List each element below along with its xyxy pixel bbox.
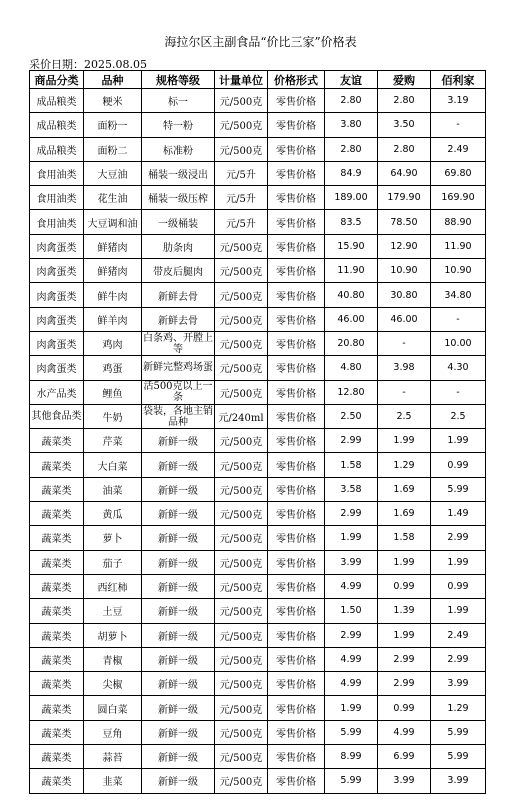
cell-category: 蔬菜类 [30, 477, 84, 501]
cell-youyi: 1.50 [325, 599, 378, 623]
cell-category: 成品粮类 [30, 113, 84, 137]
cell-grade: 标一 [142, 89, 215, 113]
cell-price-type: 零售价格 [268, 404, 325, 428]
cell-aigou: 1.69 [378, 502, 431, 526]
cell-grade: 新鲜一级 [142, 769, 215, 793]
cell-aigou: - [378, 331, 431, 355]
cell-bailijia: 0.99 [431, 574, 486, 598]
cell-price-type: 零售价格 [268, 769, 325, 793]
cell-unit: 元/500克 [215, 526, 268, 550]
header-grade: 规格等级 [142, 71, 215, 89]
cell-bailijia: 3.19 [431, 89, 486, 113]
table-row [30, 453, 486, 477]
cell-unit: 元/500克 [215, 356, 268, 380]
cell-youyi: 8.99 [325, 745, 378, 769]
price-date: 采价日期：2025.08.05 [29, 58, 147, 71]
cell-category: 蔬菜类 [30, 769, 84, 793]
cell-youyi: 12.80 [325, 380, 378, 404]
cell-variety: 豆角 [84, 720, 142, 744]
cell-aigou: 12.90 [378, 234, 431, 258]
cell-grade: 新鲜一级 [142, 623, 215, 647]
cell-bailijia: 2.49 [431, 623, 486, 647]
cell-variety: 尖椒 [84, 672, 142, 696]
cell-aigou: 64.90 [378, 161, 431, 185]
cell-aigou: 6.99 [378, 745, 431, 769]
table-row [30, 210, 486, 234]
cell-aigou: 1.39 [378, 599, 431, 623]
cell-grade: 新鲜一级 [142, 526, 215, 550]
cell-unit: 元/500克 [215, 720, 268, 744]
cell-variety: 花生油 [84, 186, 142, 210]
table-row [30, 234, 486, 258]
cell-unit: 元/500克 [215, 696, 268, 720]
cell-price-type: 零售价格 [268, 113, 325, 137]
table-row [30, 769, 486, 793]
cell-category: 蔬菜类 [30, 696, 84, 720]
cell-grade: 新鲜一级 [142, 745, 215, 769]
cell-price-type: 零售价格 [268, 526, 325, 550]
cell-youyi: 2.99 [325, 502, 378, 526]
cell-bailijia: 2.99 [431, 526, 486, 550]
cell-unit: 元/500克 [215, 769, 268, 793]
table-row [30, 672, 486, 696]
cell-youyi: 1.99 [325, 526, 378, 550]
table-row [30, 137, 486, 161]
cell-price-type: 零售价格 [268, 186, 325, 210]
cell-bailijia: 169.90 [431, 186, 486, 210]
table-row [30, 647, 486, 671]
cell-grade: 新鲜一级 [142, 647, 215, 671]
cell-category: 食用油类 [30, 186, 84, 210]
cell-category: 蔬菜类 [30, 550, 84, 574]
cell-unit: 元/5升 [215, 186, 268, 210]
cell-bailijia: 11.90 [431, 234, 486, 258]
cell-variety: 胡萝卜 [84, 623, 142, 647]
cell-bailijia: 1.99 [431, 550, 486, 574]
cell-price-type: 零售价格 [268, 696, 325, 720]
cell-aigou: 0.99 [378, 574, 431, 598]
cell-grade: 肋条肉 [142, 234, 215, 258]
cell-unit: 元/5升 [215, 210, 268, 234]
cell-youyi: 20.80 [325, 331, 378, 355]
cell-price-type: 零售价格 [268, 356, 325, 380]
cell-variety: 面粉一 [84, 113, 142, 137]
cell-bailijia: 0.99 [431, 453, 486, 477]
cell-grade: 新鲜去骨 [142, 307, 215, 331]
cell-category: 肉禽蛋类 [30, 283, 84, 307]
table-row [30, 186, 486, 210]
cell-price-type: 零售价格 [268, 453, 325, 477]
cell-variety: 大白菜 [84, 453, 142, 477]
cell-price-type: 零售价格 [268, 161, 325, 185]
cell-category: 蔬菜类 [30, 672, 84, 696]
cell-variety: 鲜牛肉 [84, 283, 142, 307]
cell-bailijia: 10.90 [431, 259, 486, 283]
cell-bailijia: 88.90 [431, 210, 486, 234]
cell-bailijia: 1.99 [431, 429, 486, 453]
cell-youyi: 4.99 [325, 574, 378, 598]
cell-aigou: 4.99 [378, 720, 431, 744]
cell-youyi: 2.50 [325, 404, 378, 428]
cell-price-type: 零售价格 [268, 672, 325, 696]
cell-price-type: 零售价格 [268, 477, 325, 501]
cell-variety: 面粉二 [84, 137, 142, 161]
cell-grade: 袋装，各地主销品种 [143, 405, 213, 428]
cell-variety: 西红柿 [84, 574, 142, 598]
cell-unit: 元/500克 [215, 137, 268, 161]
cell-price-type: 零售价格 [268, 210, 325, 234]
cell-category: 蔬菜类 [30, 574, 84, 598]
cell-grade: 白条鸡、开膛上等 [143, 332, 213, 355]
cell-price-type: 零售价格 [268, 550, 325, 574]
cell-variety: 鲤鱼 [84, 380, 142, 404]
cell-youyi: 1.99 [325, 696, 378, 720]
cell-grade: 特一粉 [142, 113, 215, 137]
cell-grade: 新鲜一级 [142, 574, 215, 598]
cell-bailijia: 2.5 [431, 404, 486, 428]
cell-bailijia: 69.80 [431, 161, 486, 185]
table-row [30, 356, 486, 380]
cell-bailijia: - [431, 113, 486, 137]
table-row [30, 429, 486, 453]
cell-price-type: 零售价格 [268, 89, 325, 113]
cell-grade: 新鲜一级 [142, 477, 215, 501]
cell-variety: 茄子 [84, 550, 142, 574]
cell-variety: 黄瓜 [84, 502, 142, 526]
cell-category: 食用油类 [30, 161, 84, 185]
cell-youyi: 15.90 [325, 234, 378, 258]
cell-youyi: 2.80 [325, 137, 378, 161]
cell-grade: 新鲜一级 [142, 502, 215, 526]
cell-aigou: 3.98 [378, 356, 431, 380]
cell-unit: 元/500克 [215, 623, 268, 647]
cell-unit: 元/500克 [215, 259, 268, 283]
cell-category: 肉禽蛋类 [30, 356, 84, 380]
cell-category: 蔬菜类 [30, 502, 84, 526]
header-store-youyi: 友谊 [325, 71, 378, 89]
cell-grade: 标准粉 [142, 137, 215, 161]
cell-price-type: 零售价格 [268, 331, 325, 355]
table-row [30, 259, 486, 283]
cell-variety: 萝卜 [84, 526, 142, 550]
cell-youyi: 189.00 [325, 186, 378, 210]
cell-category: 蔬菜类 [30, 623, 84, 647]
cell-aigou: 1.99 [378, 550, 431, 574]
cell-price-type: 零售价格 [268, 623, 325, 647]
cell-category: 蔬菜类 [30, 526, 84, 550]
cell-aigou: 3.99 [378, 769, 431, 793]
cell-youyi: 4.99 [325, 647, 378, 671]
cell-price-type: 零售价格 [268, 720, 325, 744]
cell-grade: 新鲜一级 [142, 672, 215, 696]
cell-aigou: 0.99 [378, 696, 431, 720]
cell-aigou: 2.80 [378, 137, 431, 161]
table-row [30, 623, 486, 647]
header-store-aigou: 爱购 [378, 71, 431, 89]
cell-variety: 韭菜 [84, 769, 142, 793]
cell-variety: 鲜猪肉 [84, 259, 142, 283]
cell-unit: 元/240ml [215, 404, 268, 428]
cell-bailijia: 1.49 [431, 502, 486, 526]
cell-aigou: 2.99 [378, 647, 431, 671]
table-row [30, 161, 486, 185]
table-row [30, 599, 486, 623]
table-row [30, 331, 486, 355]
table-body [30, 89, 486, 794]
cell-unit: 元/500克 [215, 113, 268, 137]
table-row [30, 404, 486, 428]
cell-unit: 元/500克 [215, 380, 268, 404]
table-row [30, 526, 486, 550]
cell-aigou: 1.99 [378, 429, 431, 453]
cell-unit: 元/500克 [215, 429, 268, 453]
cell-category: 蔬菜类 [30, 720, 84, 744]
cell-aigou: 2.5 [378, 404, 431, 428]
table-row [30, 502, 486, 526]
cell-category: 蔬菜类 [30, 453, 84, 477]
cell-price-type: 零售价格 [268, 380, 325, 404]
cell-category: 成品粮类 [30, 137, 84, 161]
price-table [29, 70, 486, 794]
cell-variety: 大豆调和油 [84, 210, 142, 234]
cell-unit: 元/500克 [215, 672, 268, 696]
cell-unit: 元/500克 [215, 745, 268, 769]
cell-grade: 新鲜一级 [142, 696, 215, 720]
cell-bailijia: 1.99 [431, 599, 486, 623]
cell-grade: 新鲜一级 [142, 599, 215, 623]
cell-category: 肉禽蛋类 [30, 331, 84, 355]
table-row [30, 380, 486, 404]
cell-youyi: 1.58 [325, 453, 378, 477]
cell-aigou: 2.80 [378, 89, 431, 113]
cell-aigou: 2.99 [378, 672, 431, 696]
cell-grade: 桶装一级压榨 [142, 186, 215, 210]
cell-youyi: 84.9 [325, 161, 378, 185]
cell-unit: 元/500克 [215, 550, 268, 574]
cell-bailijia: 3.99 [431, 672, 486, 696]
cell-bailijia: - [431, 307, 486, 331]
cell-category: 水产品类 [30, 380, 84, 404]
cell-bailijia: 4.30 [431, 356, 486, 380]
cell-aigou: - [378, 380, 431, 404]
table-row [30, 696, 486, 720]
cell-aigou: 78.50 [378, 210, 431, 234]
cell-category: 成品粮类 [30, 89, 84, 113]
cell-youyi: 5.99 [325, 769, 378, 793]
cell-youyi: 83.5 [325, 210, 378, 234]
cell-youyi: 2.99 [325, 623, 378, 647]
cell-category: 蔬菜类 [30, 745, 84, 769]
cell-grade: 新鲜一级 [142, 453, 215, 477]
cell-variety: 鲜猪肉 [84, 234, 142, 258]
cell-price-type: 零售价格 [268, 283, 325, 307]
cell-bailijia: - [431, 380, 486, 404]
cell-aigou: 1.29 [378, 453, 431, 477]
cell-youyi: 2.80 [325, 89, 378, 113]
cell-bailijia: 2.49 [431, 137, 486, 161]
cell-youyi: 4.80 [325, 356, 378, 380]
page-title: 海拉尔区主副食品“价比三家”价格表 [164, 35, 357, 49]
cell-variety: 土豆 [84, 599, 142, 623]
cell-bailijia: 5.99 [431, 477, 486, 501]
cell-unit: 元/500克 [215, 574, 268, 598]
cell-grade: 新鲜一级 [142, 550, 215, 574]
table-row [30, 113, 486, 137]
cell-grade: 新鲜一级 [142, 429, 215, 453]
cell-price-type: 零售价格 [268, 429, 325, 453]
cell-youyi: 2.99 [325, 429, 378, 453]
cell-grade: 带皮后腿肉 [142, 259, 215, 283]
cell-price-type: 零售价格 [268, 234, 325, 258]
cell-bailijia: 34.80 [431, 283, 486, 307]
cell-unit: 元/500克 [215, 307, 268, 331]
header-price-type: 价格形式 [268, 71, 325, 89]
cell-category: 蔬菜类 [30, 647, 84, 671]
cell-youyi: 4.99 [325, 672, 378, 696]
cell-aigou: 30.80 [378, 283, 431, 307]
cell-unit: 元/5升 [215, 161, 268, 185]
cell-grade: 新鲜去骨 [142, 283, 215, 307]
cell-bailijia: 10.00 [431, 331, 486, 355]
cell-category: 肉禽蛋类 [30, 307, 84, 331]
cell-category: 肉禽蛋类 [30, 234, 84, 258]
cell-price-type: 零售价格 [268, 307, 325, 331]
cell-price-type: 零售价格 [268, 599, 325, 623]
cell-bailijia: 5.99 [431, 745, 486, 769]
cell-unit: 元/500克 [215, 331, 268, 355]
table-row [30, 283, 486, 307]
cell-unit: 元/500克 [215, 453, 268, 477]
cell-unit: 元/500克 [215, 477, 268, 501]
cell-price-type: 零售价格 [268, 745, 325, 769]
cell-aigou: 1.58 [378, 526, 431, 550]
table-row [30, 745, 486, 769]
cell-youyi: 11.90 [325, 259, 378, 283]
cell-youyi: 5.99 [325, 720, 378, 744]
header-variety: 品种 [84, 71, 142, 89]
cell-price-type: 零售价格 [268, 647, 325, 671]
cell-unit: 元/500克 [215, 599, 268, 623]
table-row [30, 89, 486, 113]
header-store-bailijia: 佰利家 [431, 71, 486, 89]
cell-unit: 元/500克 [215, 234, 268, 258]
cell-unit: 元/500克 [215, 502, 268, 526]
cell-variety: 牛奶 [84, 404, 142, 428]
cell-price-type: 零售价格 [268, 574, 325, 598]
cell-bailijia: 2.99 [431, 647, 486, 671]
cell-price-type: 零售价格 [268, 137, 325, 161]
table-header-row [30, 71, 486, 89]
cell-youyi: 3.80 [325, 113, 378, 137]
table-row [30, 307, 486, 331]
cell-variety: 圆白菜 [84, 696, 142, 720]
cell-youyi: 3.99 [325, 550, 378, 574]
cell-bailijia: 5.99 [431, 720, 486, 744]
cell-variety: 青椒 [84, 647, 142, 671]
cell-aigou: 46.00 [378, 307, 431, 331]
cell-variety: 蒜苔 [84, 745, 142, 769]
header-unit: 计量单位 [215, 71, 268, 89]
cell-variety: 油菜 [84, 477, 142, 501]
cell-variety: 粳米 [84, 89, 142, 113]
table-row [30, 477, 486, 501]
cell-aigou: 1.99 [378, 623, 431, 647]
cell-bailijia: 3.99 [431, 769, 486, 793]
cell-aigou: 10.90 [378, 259, 431, 283]
cell-youyi: 46.00 [325, 307, 378, 331]
table-row [30, 574, 486, 598]
cell-variety: 芹菜 [84, 429, 142, 453]
cell-grade: 桶装一级浸出 [142, 161, 215, 185]
table-row [30, 720, 486, 744]
cell-youyi: 40.80 [325, 283, 378, 307]
cell-aigou: 1.69 [378, 477, 431, 501]
cell-category: 蔬菜类 [30, 599, 84, 623]
cell-bailijia: 1.29 [431, 696, 486, 720]
cell-grade: 新鲜完整鸡场蛋 [142, 356, 215, 380]
cell-category: 肉禽蛋类 [30, 259, 84, 283]
cell-category: 食用油类 [30, 210, 84, 234]
cell-price-type: 零售价格 [268, 502, 325, 526]
cell-unit: 元/500克 [215, 647, 268, 671]
cell-aigou: 3.50 [378, 113, 431, 137]
cell-youyi: 3.58 [325, 477, 378, 501]
cell-aigou: 179.90 [378, 186, 431, 210]
cell-unit: 元/500克 [215, 89, 268, 113]
header-category: 商品分类 [30, 71, 84, 89]
cell-price-type: 零售价格 [268, 259, 325, 283]
cell-variety: 鸡蛋 [84, 356, 142, 380]
cell-variety: 鲜羊肉 [84, 307, 142, 331]
cell-grade: 一级桶装 [142, 210, 215, 234]
cell-unit: 元/500克 [215, 283, 268, 307]
table-row [30, 550, 486, 574]
cell-grade: 活500克以上一条 [143, 381, 213, 404]
cell-category: 其他食品类 [30, 404, 84, 428]
cell-grade: 新鲜一级 [142, 720, 215, 744]
cell-variety: 鸡肉 [84, 331, 142, 355]
cell-category: 蔬菜类 [30, 429, 84, 453]
cell-variety: 大豆油 [84, 161, 142, 185]
